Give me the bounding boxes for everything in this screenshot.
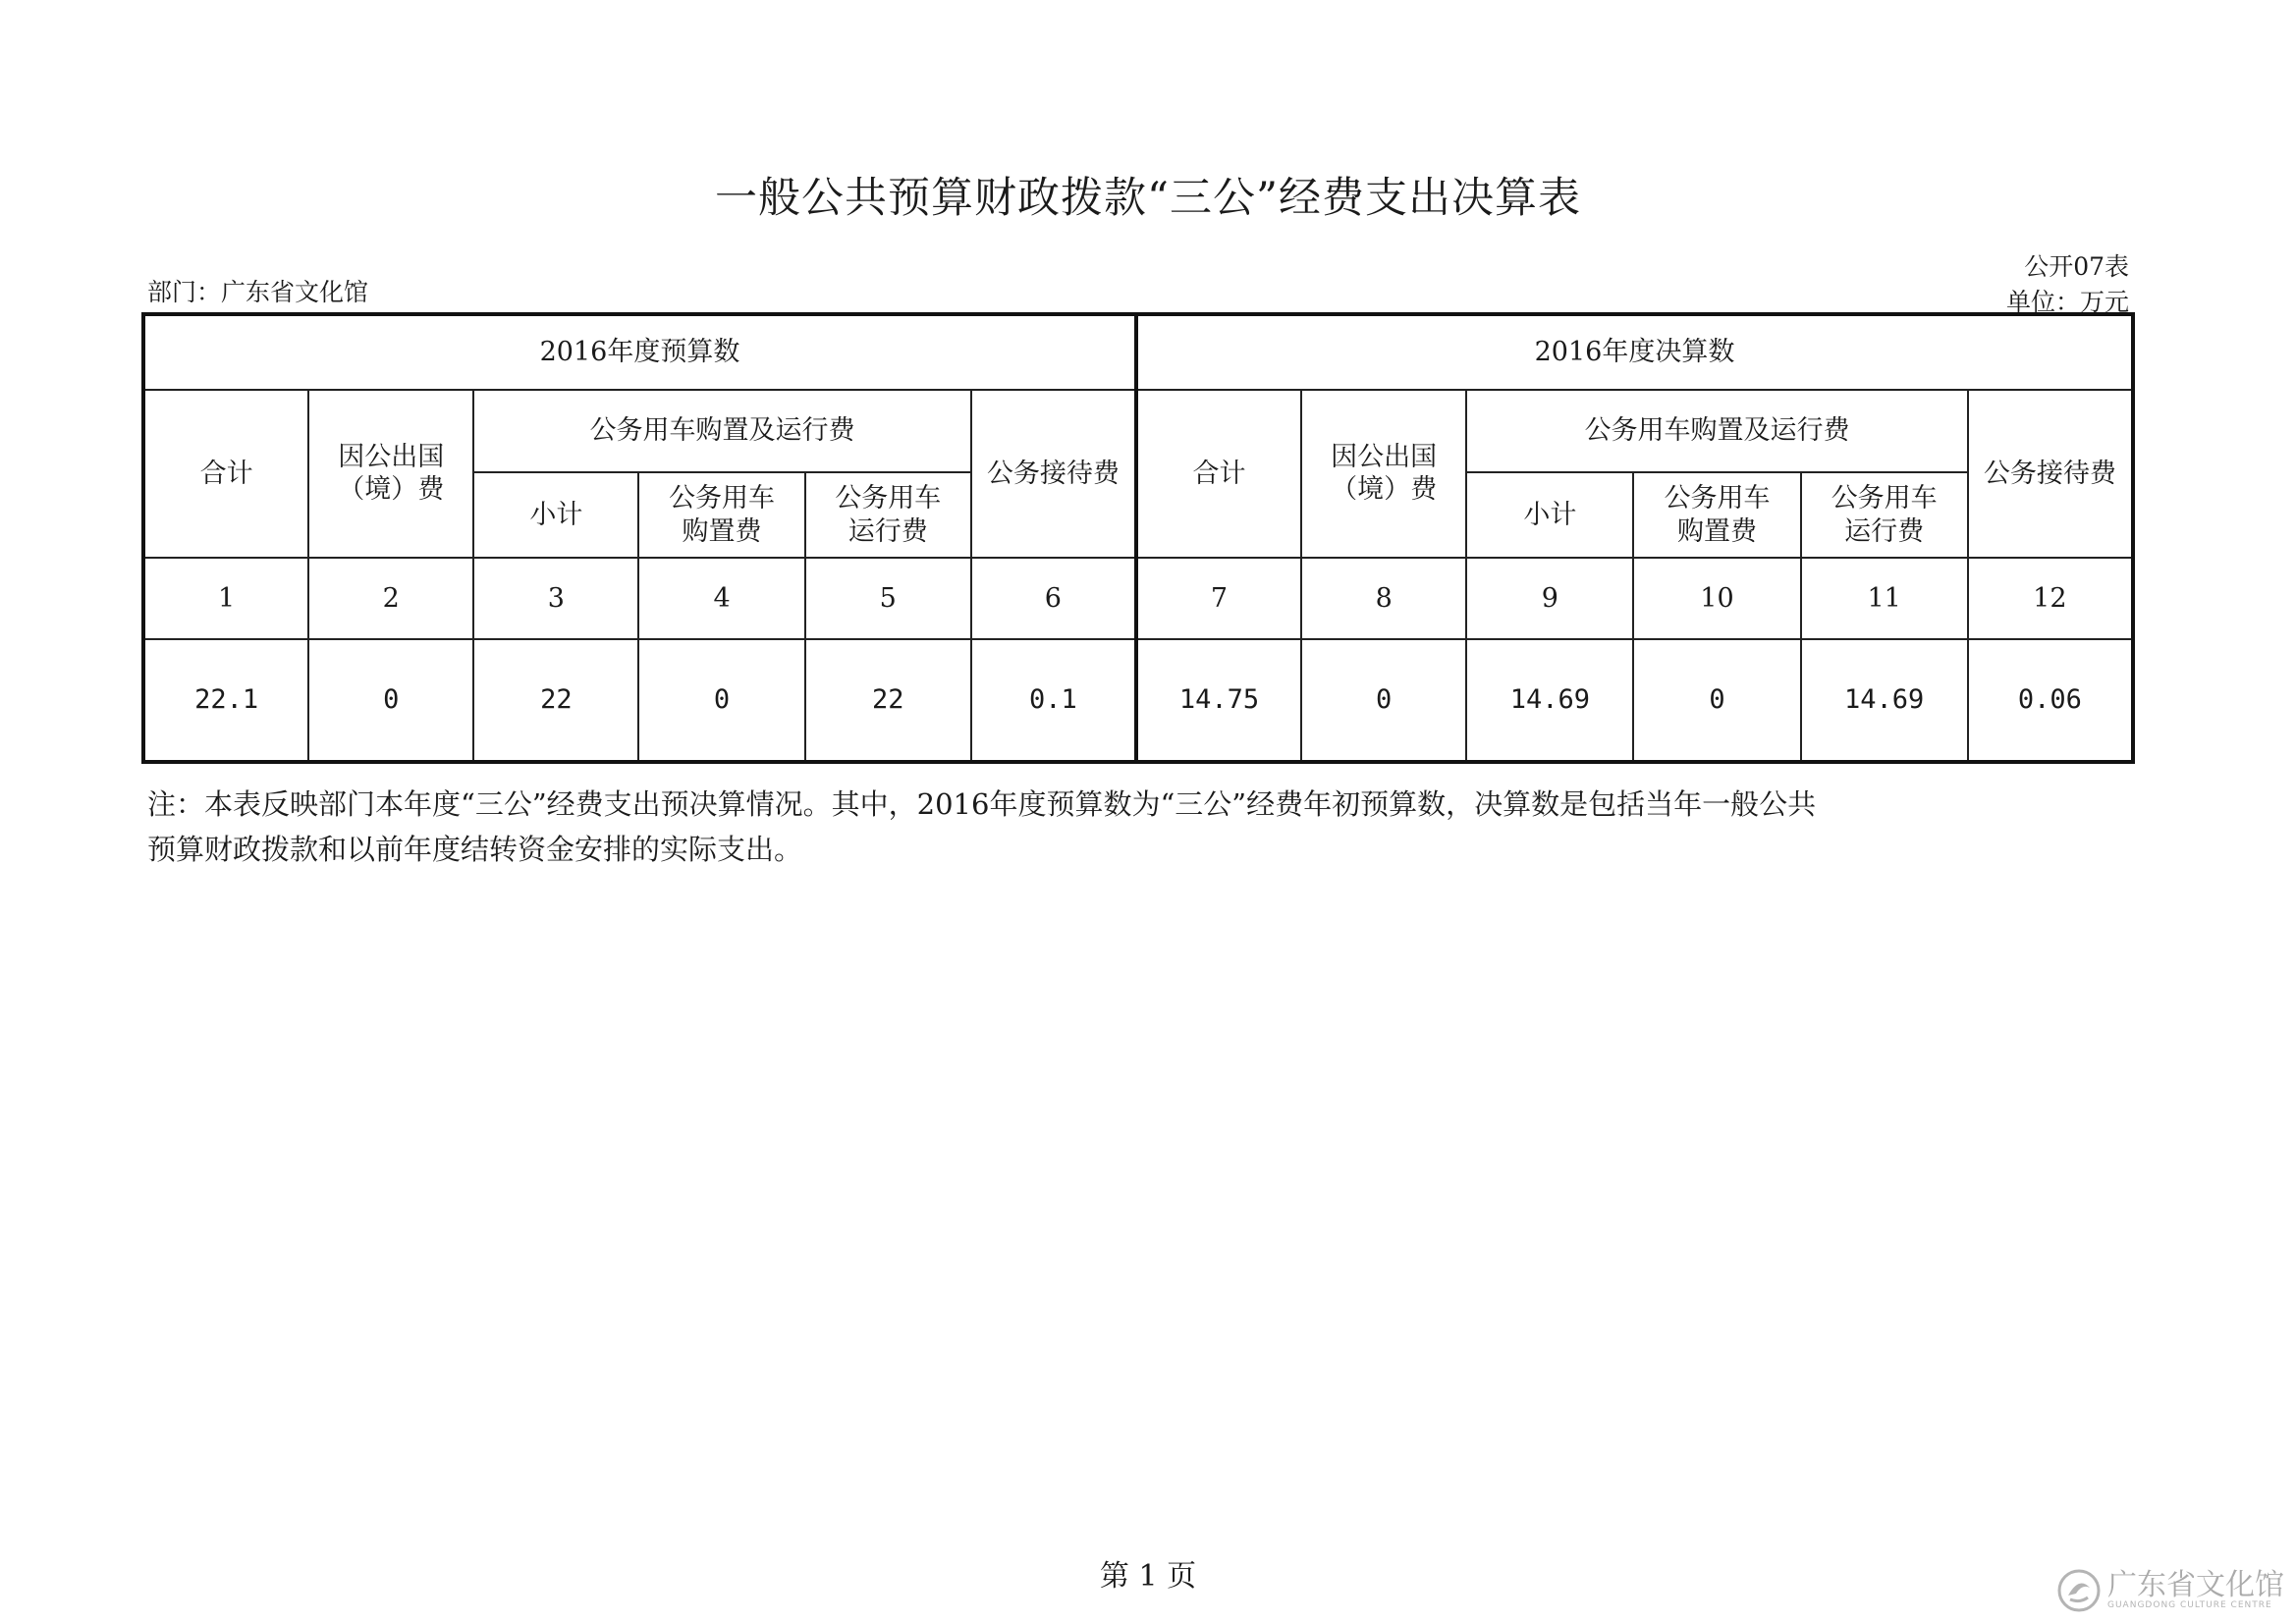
column-number: 1 [143, 558, 308, 639]
column-number: 2 [308, 558, 473, 639]
column-number: 9 [1466, 558, 1633, 639]
page-number: 第 1 页 [1099, 1559, 1197, 1594]
column-number: 4 [638, 558, 804, 639]
operation-line2: 运行费 [1844, 515, 1925, 547]
column-number: 8 [1301, 558, 1466, 639]
budget-abroad-header [308, 390, 473, 558]
note-line-2: 预算财政拨款和以前年度结转资金安排的实际支出。 [147, 833, 803, 866]
final-total-header: 合计 [1136, 390, 1301, 558]
operation-line2: 运行费 [847, 515, 928, 547]
value-row [143, 639, 2133, 762]
abroad-line1: 因公出国 [1331, 441, 1438, 472]
budget-vehicle-purchase-header [638, 472, 804, 558]
final-subtotal-header: 小计 [1466, 472, 1633, 558]
value-cell: 0 [638, 639, 804, 762]
value-cell: 0.1 [971, 639, 1136, 762]
operation-line1: 公务用车 [1831, 483, 1938, 514]
column-number: 3 [473, 558, 638, 639]
abroad-line1: 因公出国 [338, 441, 445, 472]
column-number-row [143, 558, 2133, 639]
final-abroad-header [1301, 390, 1466, 558]
column-number: 5 [805, 558, 971, 639]
value-cell: 0 [308, 639, 473, 762]
watermark-subtitle: GUANGDONG CULTURE CENTRE [2107, 1600, 2272, 1610]
note-line-1: 注：本表反映部门本年度“三公”经费支出预决算情况。其中，2016年度预算数为“三公”经费年初预算数，决算数是包括当年一般公共 [147, 787, 1817, 821]
final-vehicle-operation-header [1801, 472, 1968, 558]
final-reception-header: 公务接待费 [1968, 390, 2133, 558]
column-number: 7 [1136, 558, 1301, 639]
budget-subtotal-header: 小计 [473, 472, 638, 558]
watermark-text [2107, 1568, 2284, 1610]
abroad-line2: （境）费 [338, 474, 445, 506]
unit-label: 单位：万元 [2005, 288, 2129, 316]
purchase-line1: 公务用车 [669, 483, 776, 514]
column-number: 11 [1801, 558, 1968, 639]
department-label: 部门：广东省文化馆 [147, 278, 369, 306]
value-cell: 0.06 [1968, 639, 2133, 762]
table-note [147, 782, 2131, 872]
budget-vehicle-operation-header [805, 472, 971, 558]
value-cell: 22 [805, 639, 971, 762]
purchase-line2: 购置费 [682, 515, 762, 547]
page-title: 一般公共预算财政拨款“三公”经费支出决算表 [715, 174, 1581, 223]
final-vehicle-purchase-header [1633, 472, 1800, 558]
operation-line1: 公务用车 [835, 483, 942, 514]
final-group-header: 2016年度决算数 [1136, 314, 2133, 390]
budget-group-header: 2016年度预算数 [143, 314, 1136, 390]
column-number: 6 [971, 558, 1136, 639]
watermark [2056, 1568, 2284, 1613]
final-vehicle-header: 公务用车购置及运行费 [1466, 390, 1967, 473]
purchase-line2: 购置费 [1676, 515, 1757, 547]
watermark-name: 广东省文化馆 [2107, 1568, 2284, 1602]
value-cell: 14.75 [1136, 639, 1301, 762]
abroad-line2: （境）费 [1331, 474, 1438, 506]
budget-total-header: 合计 [143, 390, 308, 558]
expenditure-table [141, 312, 2135, 764]
header-row-1 [143, 390, 2133, 473]
value-cell: 0 [1633, 639, 1800, 762]
culture-centre-logo-icon [2056, 1568, 2102, 1613]
value-cell: 0 [1301, 639, 1466, 762]
form-number: 公开07表 [2024, 252, 2129, 281]
column-number: 12 [1968, 558, 2133, 639]
column-number: 10 [1633, 558, 1800, 639]
value-cell: 22.1 [143, 639, 308, 762]
value-cell: 14.69 [1466, 639, 1633, 762]
group-header-row [143, 314, 2133, 390]
purchase-line1: 公务用车 [1664, 483, 1771, 514]
budget-reception-header: 公务接待费 [971, 390, 1136, 558]
value-cell: 22 [473, 639, 638, 762]
budget-vehicle-header: 公务用车购置及运行费 [473, 390, 970, 473]
value-cell: 14.69 [1801, 639, 1968, 762]
